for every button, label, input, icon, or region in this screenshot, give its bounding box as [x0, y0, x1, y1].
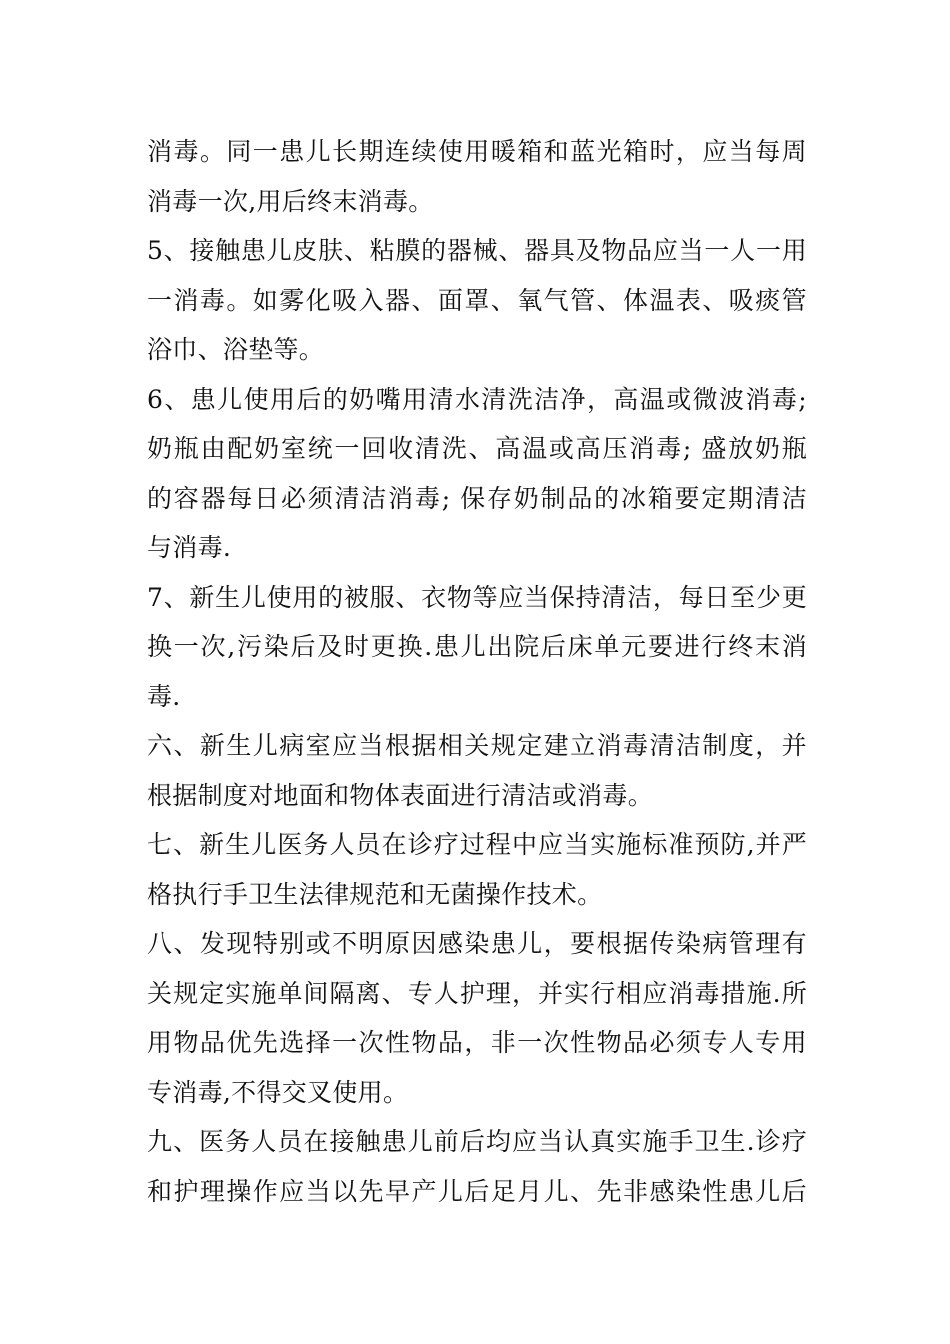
text-line: 八、发现特别或不明原因感染患儿，要根据传染病管理有	[147, 929, 807, 958]
text-line: 消毒。同一患儿长期连续使用暖箱和蓝光箱时，应当每周	[147, 137, 807, 166]
text-line: 消毒一次,用后终末消毒。	[147, 186, 434, 216]
text-line: 换一次,污染后及时更换.患儿出院后床单元要进行终末消	[147, 632, 807, 661]
text-line: 和护理操作应当以先早产儿后足月儿、先非感染性患儿后	[147, 1176, 807, 1206]
text-line: 浴巾、浴垫等。	[147, 335, 325, 364]
text-line: 奶瓶由配奶室统一回收清洗、高温或高压消毒; 盛放奶瓶	[147, 434, 807, 463]
text-line: 5、接触患儿皮肤、粘膜的器械、器具及物品应当一人一用	[147, 236, 807, 265]
text-line: 六、新生儿病室应当根据相关规定建立消毒清洁制度，并	[147, 731, 807, 760]
text-line: 七、新生儿医务人员在诊疗过程中应当实施标准预防,并严	[147, 830, 807, 859]
document-body	[147, 127, 807, 1216]
text-line: 6、患儿使用后的奶嘴用清水清洗洁净，高温或微波消毒;	[147, 384, 807, 414]
text-line: 关规定实施单间隔离、专人护理，并实行相应消毒措施.所	[147, 978, 807, 1008]
text-line: 毒.	[147, 681, 181, 711]
text-line: 与消毒.	[147, 533, 232, 562]
text-line: 用物品优先选择一次性物品，非一次性物品必须专人专用	[147, 1028, 807, 1057]
text-line: 九、医务人员在接触患儿前后均应当认真实施手卫生.诊疗	[147, 1127, 807, 1156]
text-line: 7、新生儿使用的被服、衣物等应当保持清洁，每日至少更	[147, 582, 807, 612]
text-line: 的容器每日必须清洁消毒; 保存奶制品的冰箱要定期清洁	[147, 483, 807, 513]
text-line: 专消毒,不得交叉使用。	[147, 1077, 409, 1107]
text-line: 根据制度对地面和物体表面进行清洁或消毒。	[147, 780, 654, 810]
text-line: 一消毒。如雾化吸入器、面罩、氧气管、体温表、吸痰管	[147, 285, 807, 315]
text-line: 格执行手卫生法律规范和无菌操作技术。	[147, 879, 603, 909]
